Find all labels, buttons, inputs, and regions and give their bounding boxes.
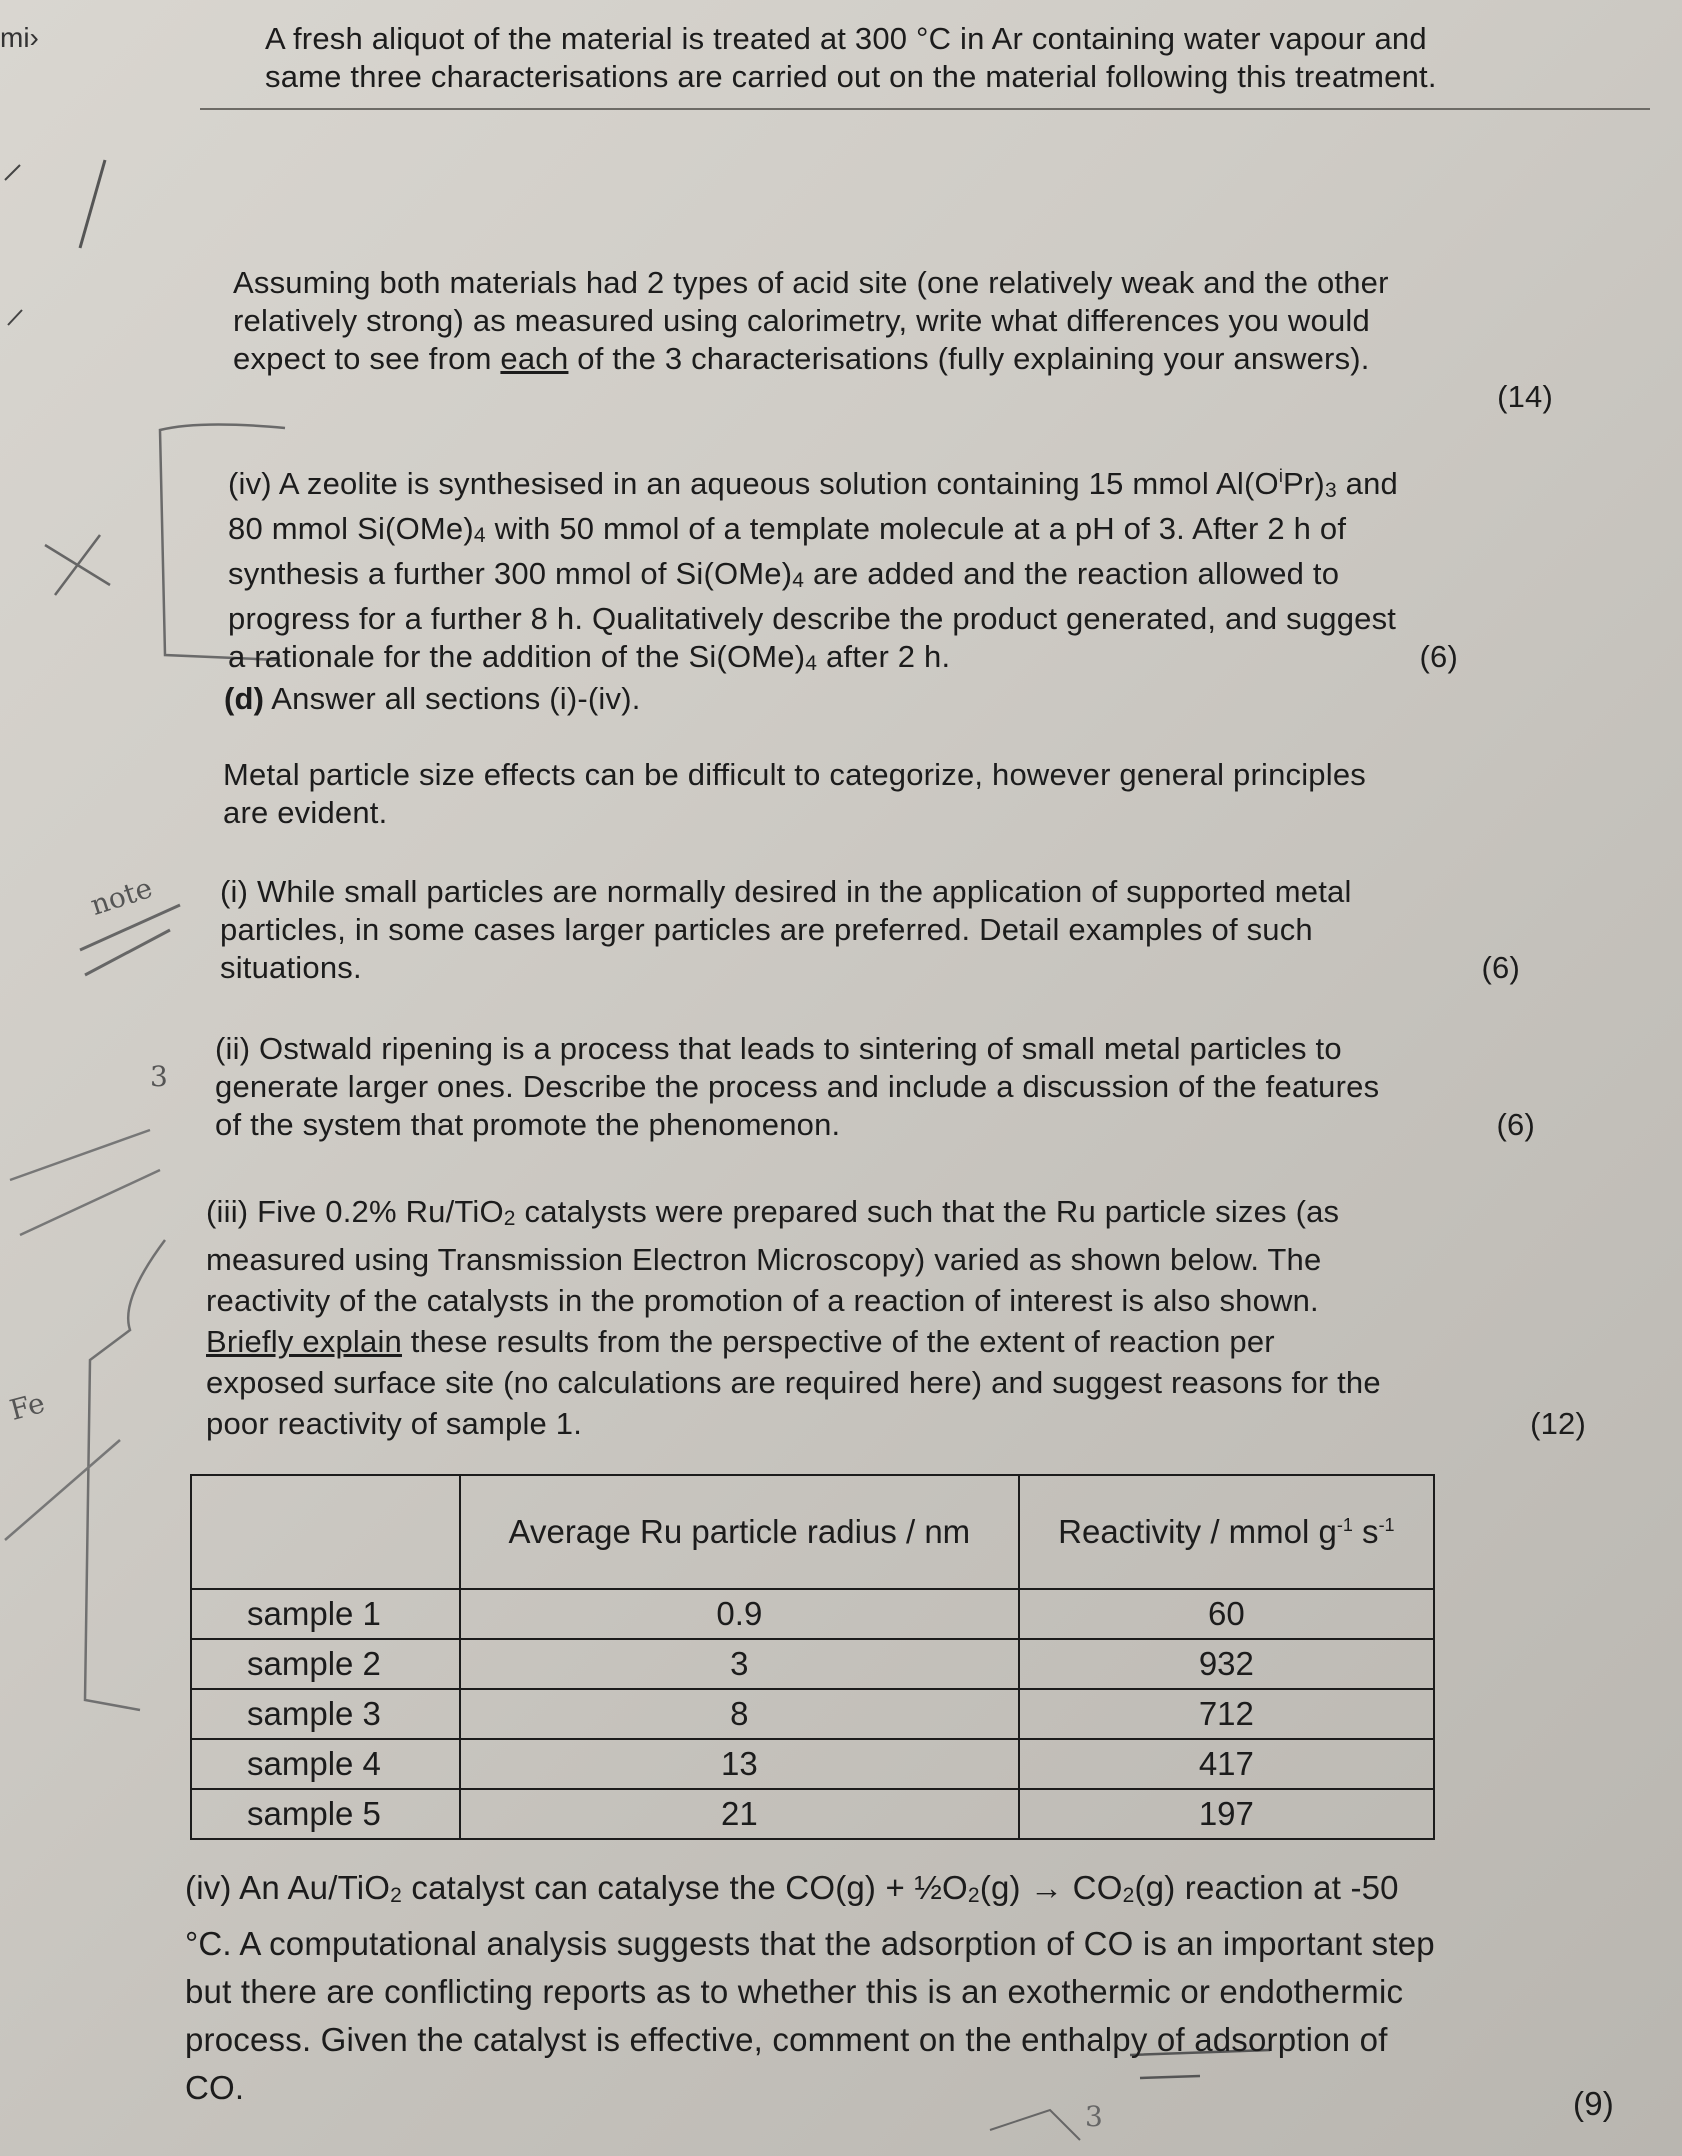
text-line: °C. A computational analysis suggests that the adsorption of CO is an important step xyxy=(185,1925,1435,1962)
text-span: (iv) A zeolite is synthesised in an aqueous solution containing 15 mmol Al(O xyxy=(228,466,1279,501)
question-d-i xyxy=(220,873,1520,987)
subscript: 3 xyxy=(1324,479,1337,502)
pencil-stroke xyxy=(5,1440,120,1540)
text-line xyxy=(206,1191,1586,1239)
subscript: 4 xyxy=(805,652,818,675)
marks: (9) xyxy=(1573,2085,1614,2122)
text-line xyxy=(228,638,1498,683)
header-empty xyxy=(191,1475,460,1589)
cross-mark xyxy=(45,535,110,595)
subscript: 2 xyxy=(390,1884,403,1907)
text-line: (i) While small particles are normally desired in the application of supported metal xyxy=(220,874,1352,909)
cell-sample: sample 1 xyxy=(191,1589,460,1639)
text-span: of the system that promote the phenomenon. xyxy=(215,1107,841,1142)
text-span: Reactivity / mmol g xyxy=(1058,1513,1337,1550)
header-radius: Average Ru particle radius / nm xyxy=(460,1475,1019,1589)
intro-line: same three characterisations are carried out on the material following this treatment. xyxy=(265,59,1437,94)
handwriting-3: 3 xyxy=(150,1060,168,1093)
text-line xyxy=(185,1864,1625,1920)
text-line: CO. xyxy=(185,2069,245,2106)
question-d-ii xyxy=(215,1030,1535,1144)
text-line: progress for a further 8 h. Qualitatively describe the product generated, and suggest xyxy=(228,601,1397,636)
handwriting-note: note xyxy=(86,871,157,922)
superscript: -1 xyxy=(1336,1515,1353,1535)
question-d-iii xyxy=(206,1191,1586,1444)
text-line xyxy=(228,510,1498,555)
cell-sample: sample 2 xyxy=(191,1639,460,1689)
text-span: these results from the perspective of the extent of reaction per xyxy=(401,1324,1275,1359)
handwriting-fe: Fe xyxy=(6,1386,49,1427)
text-span: poor reactivity of sample 1. xyxy=(206,1406,583,1441)
text-line: generate larger ones. Describe the process and include a discussion of the features xyxy=(215,1069,1380,1104)
bracket-stroke xyxy=(85,1240,165,1710)
cell-sample: sample 5 xyxy=(191,1789,460,1839)
cell-sample: sample 4 xyxy=(191,1739,460,1789)
ru-particle-table xyxy=(190,1474,1435,1840)
text-line: (ii) Ostwald ripening is a process that leads to sintering of small metal particles to xyxy=(215,1031,1342,1066)
superscript: -1 xyxy=(1378,1515,1395,1535)
text-line: reactivity of the catalysts in the promotion of a reaction of interest is also shown. xyxy=(206,1283,1319,1318)
cell-sample: sample 3 xyxy=(191,1689,460,1739)
text-span: (g) reaction at -50 xyxy=(1134,1869,1399,1906)
section-d-heading xyxy=(224,680,1524,718)
text-line xyxy=(233,340,1513,378)
text-span: (iii) Five 0.2% Ru/TiO xyxy=(206,1194,504,1229)
text-line xyxy=(228,457,1498,510)
cell-radius: 21 xyxy=(460,1789,1019,1839)
table-row xyxy=(191,1739,1434,1789)
text-span: s xyxy=(1352,1513,1379,1550)
cell-reactivity: 712 xyxy=(1019,1689,1434,1739)
marks-row xyxy=(233,378,1553,416)
text-line: exposed surface site (no calculations are required here) and suggest reasons for the xyxy=(206,1365,1381,1400)
text-span: expect to see from xyxy=(233,341,501,376)
text-line: particles, in some cases larger particles are preferred. Detail examples of such xyxy=(220,912,1313,947)
subscript: 2 xyxy=(967,1884,980,1907)
text-line xyxy=(215,1106,1535,1144)
marks: (6) xyxy=(1419,639,1458,674)
table-header-row xyxy=(191,1475,1434,1589)
intro-block xyxy=(265,20,1485,96)
text-span: catalyst can catalyse the CO(g) + ½O xyxy=(402,1869,968,1906)
subscript: 4 xyxy=(792,569,805,592)
cell-radius: 13 xyxy=(460,1739,1019,1789)
pencil-stroke xyxy=(990,2110,1080,2140)
text-span: situations. xyxy=(220,950,362,985)
superscript: i xyxy=(1278,466,1284,486)
question-d-iv xyxy=(185,1864,1625,2112)
text-line: Metal particle size effects can be difficult to categorize, however general principles xyxy=(223,757,1366,792)
marks: (6) xyxy=(1481,950,1520,985)
cell-radius: 8 xyxy=(460,1689,1019,1739)
subscript: 2 xyxy=(1122,1884,1135,1907)
marks: (14) xyxy=(1497,379,1553,414)
marks: (12) xyxy=(1530,1406,1586,1441)
cell-radius: 3 xyxy=(460,1639,1019,1689)
text-span: (iv) An Au/TiO xyxy=(185,1869,391,1906)
cell-reactivity: 417 xyxy=(1019,1739,1434,1789)
handwriting-3b: 3 xyxy=(1085,2100,1103,2133)
question-acid-sites xyxy=(233,264,1553,416)
text-span: after 2 h. xyxy=(817,639,951,674)
table-row xyxy=(191,1639,1434,1689)
text-line: relatively strong) as measured using calorimetry, write what differences you would xyxy=(233,303,1370,338)
text-line xyxy=(206,1321,1586,1362)
table-row xyxy=(191,1689,1434,1739)
pencil-stroke xyxy=(10,1130,160,1235)
text-line: measured using Transmission Electron Microscopy) varied as shown below. The xyxy=(206,1242,1322,1277)
pencil-stroke xyxy=(80,160,105,248)
table-row xyxy=(191,1789,1434,1839)
text-line xyxy=(206,1403,1586,1444)
section-title: Answer all sections (i)-(iv). xyxy=(264,681,641,716)
text-line: but there are conflicting reports as to whether this is an exothermic or endothermic xyxy=(185,1973,1404,2010)
text-line xyxy=(228,555,1498,600)
cell-radius: 0.9 xyxy=(460,1589,1019,1639)
text-span: and xyxy=(1336,466,1398,501)
cell-reactivity: 197 xyxy=(1019,1789,1434,1839)
text-line: are evident. xyxy=(223,795,388,830)
text-span: synthesis a further 300 mmol of Si(OMe) xyxy=(228,556,793,591)
question-zeolite xyxy=(228,457,1498,683)
cell-reactivity: 60 xyxy=(1019,1589,1434,1639)
text-span: Pr) xyxy=(1283,466,1325,501)
emphasis-each: each xyxy=(500,341,569,376)
marks: (6) xyxy=(1496,1107,1535,1142)
divider xyxy=(200,108,1650,110)
text-span: with 50 mmol of a template molecule at a pH of 3. After 2 h of xyxy=(485,511,1347,546)
text-span: a rationale for the addition of the Si(OMe) xyxy=(228,639,806,674)
text-span: catalysts were prepared such that the Ru particle sizes (as xyxy=(515,1194,1340,1229)
text-line: process. Given the catalyst is effective, comment on the enthalpy of adsorption of xyxy=(185,2021,1388,2058)
text-line: Assuming both materials had 2 types of acid site (one relatively weak and the other xyxy=(233,265,1389,300)
text-span: are added and the reaction allowed to xyxy=(804,556,1340,591)
text-span: (g) → CO xyxy=(979,1869,1123,1906)
cell-reactivity: 932 xyxy=(1019,1639,1434,1689)
text-span: of the 3 characterisations (fully explaining your answers). xyxy=(568,341,1370,376)
text-line xyxy=(220,949,1520,987)
header-reactivity xyxy=(1019,1475,1434,1589)
pencil-stroke xyxy=(5,165,22,325)
emphasis-briefly-explain: Briefly explain xyxy=(206,1324,402,1359)
section-d-intro xyxy=(223,756,1523,832)
section-label: (d) xyxy=(224,681,265,716)
intro-line: A fresh aliquot of the material is treated at 300 °C in Ar containing water vapour and xyxy=(265,21,1427,56)
subscript: 2 xyxy=(503,1207,516,1230)
text-span: 80 mmol Si(OMe) xyxy=(228,511,474,546)
left-edge-fragment: mi› xyxy=(0,22,39,53)
table-row xyxy=(191,1589,1434,1639)
subscript: 4 xyxy=(473,524,486,547)
